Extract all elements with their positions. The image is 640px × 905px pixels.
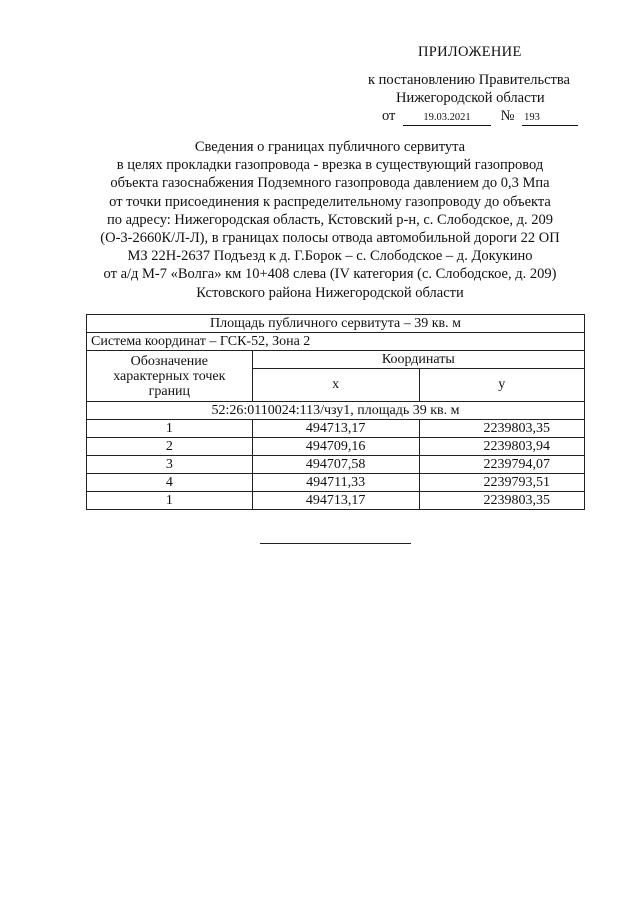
coordinates-header: Координаты <box>252 351 584 369</box>
heading-line: (О-3-2660К/Л-Л), в границах полосы отвода автомобильной дороги 22 ОП <box>100 230 560 247</box>
heading-line: по адресу: Нижегородская область, Кстовский р-н, с. Слободское, д. 209 <box>106 211 554 228</box>
heading-line: МЗ 22Н-2637 Подъезд к д. Г.Борок – с. Слободское – д. Докукино <box>127 248 533 265</box>
table-row <box>87 456 585 474</box>
resolution-number: 193 <box>522 111 578 126</box>
coordinates-table <box>86 314 585 510</box>
y-value: 2239803,94 <box>419 438 584 456</box>
point-id: 2 <box>87 438 253 456</box>
point-id: 1 <box>87 492 253 510</box>
heading-line: в целях прокладки газопровода - врезка в существующий газопровод <box>116 157 544 174</box>
parcel-row: 52:26:0110024:113/чзу1, площадь 39 кв. м <box>87 402 585 420</box>
coordinate-system: Система координат – ГСК-52, Зона 2 <box>87 333 585 351</box>
table-row <box>87 474 585 492</box>
y-column-header: y <box>419 369 584 402</box>
table-row <box>87 438 585 456</box>
area-title: Площадь публичного сервитута – 39 кв. м <box>87 315 585 333</box>
x-value: 494711,33 <box>252 474 419 492</box>
appendix-ref-line1: к постановлению Правительства <box>368 72 570 88</box>
y-value: 2239803,35 <box>419 492 584 510</box>
point-column-header: Обозначение характерных точек границ <box>87 351 253 402</box>
x-value: 494713,17 <box>252 492 419 510</box>
resolution-date: 19.03.2021 <box>403 111 491 126</box>
y-value: 2239794,07 <box>419 456 584 474</box>
y-value: 2239793,51 <box>419 474 584 492</box>
x-value: 494709,16 <box>252 438 419 456</box>
heading-line: Кстовского района Нижегородской области <box>196 284 464 301</box>
appendix-title: ПРИЛОЖЕНИЕ <box>418 44 522 60</box>
heading-line: Сведения о границах публичного сервитута <box>194 139 466 155</box>
document-heading <box>80 138 580 302</box>
y-value: 2239803,35 <box>419 420 584 438</box>
point-id: 3 <box>87 456 253 474</box>
from-label: от <box>382 108 396 124</box>
appendix-ref-line2: Нижегородской области <box>396 90 545 106</box>
appendix-date-line <box>382 108 578 126</box>
x-value: 494713,17 <box>252 420 419 438</box>
x-value: 494707,58 <box>252 456 419 474</box>
heading-line: объекта газоснабжения Подземного газопровода давлением до 0,3 Мпа <box>110 175 550 192</box>
end-divider <box>260 543 411 544</box>
table-row <box>87 420 585 438</box>
x-column-header: x <box>252 369 419 402</box>
point-id: 1 <box>87 420 253 438</box>
heading-line: от точки присоединения к распределительному газопроводу до объекта <box>109 193 551 210</box>
point-id: 4 <box>87 474 253 492</box>
table-row <box>87 492 585 510</box>
heading-line: от а/д М-7 «Волга» км 10+408 слева (IV категория (с. Слободское, д. 209) <box>103 266 557 283</box>
number-label: № <box>500 108 515 124</box>
